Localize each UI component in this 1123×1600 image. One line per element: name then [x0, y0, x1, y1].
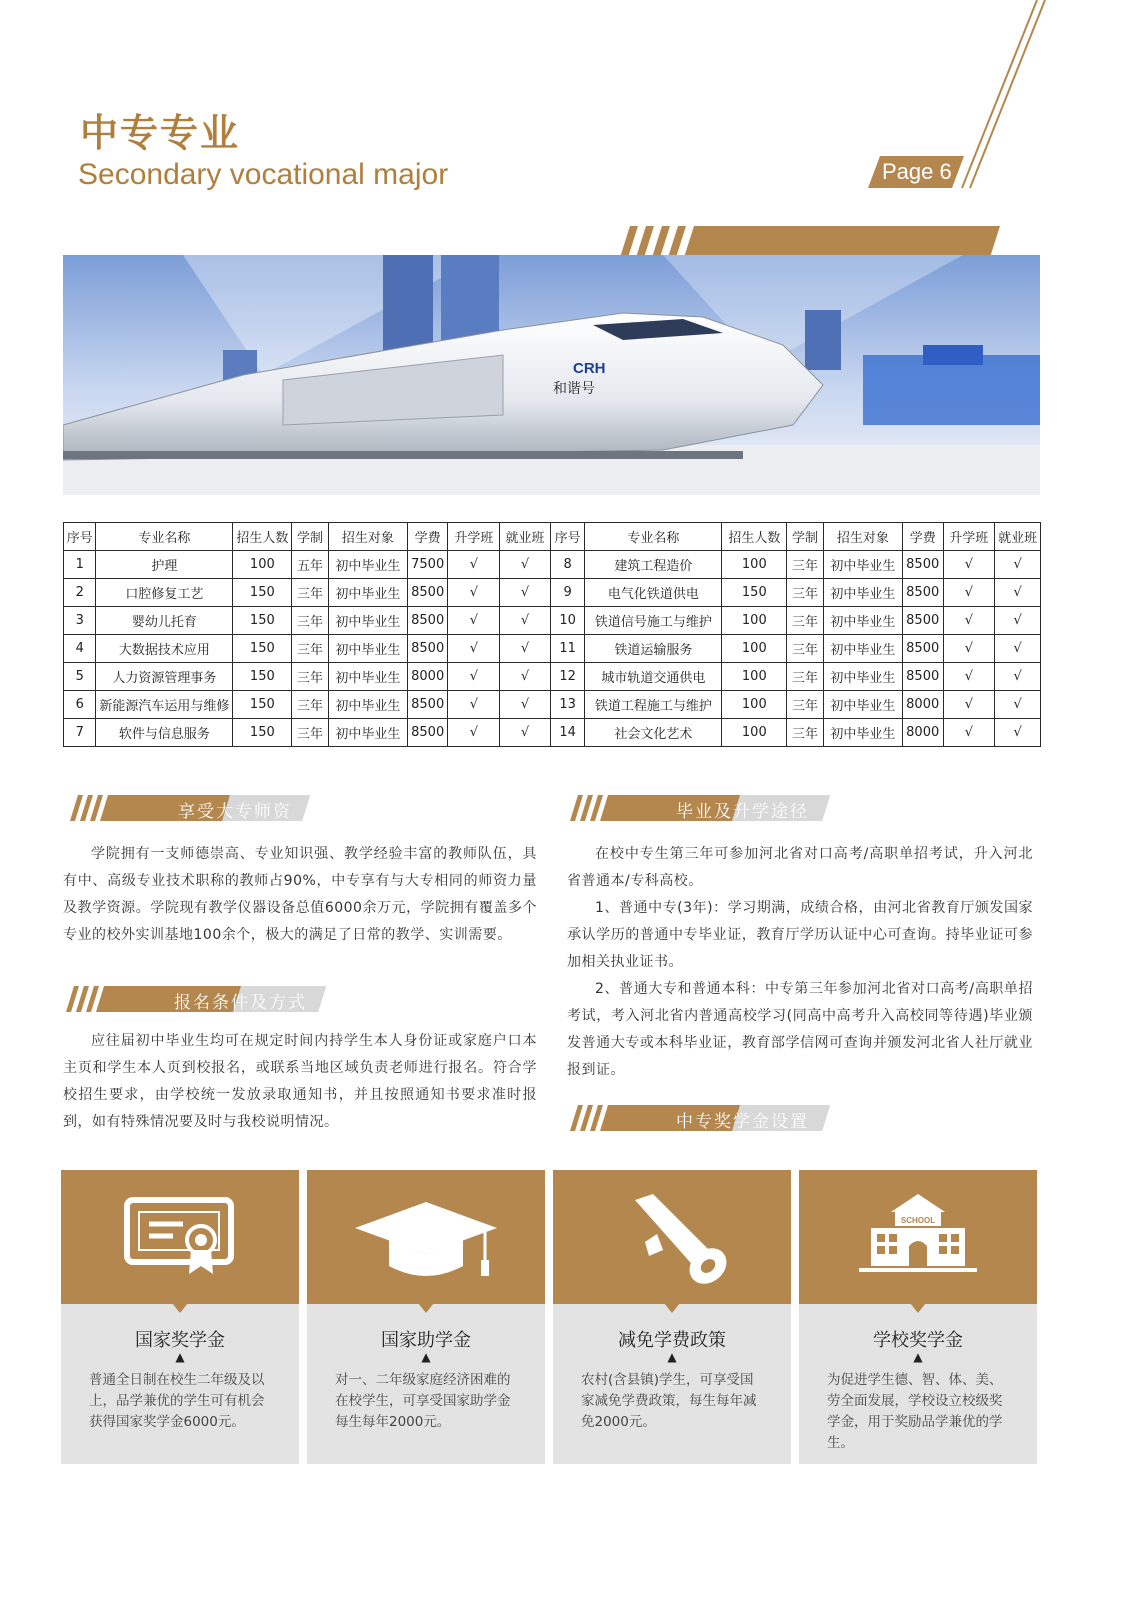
table-cell: 150: [233, 719, 292, 747]
up-arrow-icon: ▲: [913, 1350, 923, 1364]
page-title: 中专专业: [80, 111, 241, 155]
table-cell: √: [448, 635, 500, 663]
table-cell: 初中毕业生: [823, 551, 902, 579]
table-cell: √: [943, 663, 995, 691]
table-cell: 三年: [787, 719, 824, 747]
table-cell: 三年: [787, 691, 824, 719]
table-cell: 100: [722, 663, 787, 691]
col-header: 序号: [550, 523, 584, 551]
section-heading-enroll: [66, 986, 326, 1012]
col-header: 招生对象: [823, 523, 902, 551]
table-cell: 150: [722, 579, 787, 607]
card-description: 对一、二年级家庭经济困难的在校学生，可享受国家助学金每生每年2000元。: [335, 1372, 511, 1430]
table-cell: 三年: [292, 719, 329, 747]
col-header: 序号: [64, 523, 96, 551]
table-cell: 9: [550, 579, 584, 607]
table-row: [64, 635, 1041, 663]
table-cell: √: [995, 691, 1041, 719]
table-cell: 8000: [407, 663, 448, 691]
col-header: 学制: [787, 523, 824, 551]
table-cell: 100: [722, 607, 787, 635]
table-row: [64, 607, 1041, 635]
table-cell: 三年: [787, 551, 824, 579]
col-header: 升学班: [943, 523, 995, 551]
table-cell: 8000: [902, 719, 943, 747]
table-cell: 初中毕业生: [328, 551, 407, 579]
table-cell: 铁道运输服务: [585, 635, 722, 663]
table-cell: √: [448, 579, 500, 607]
table-cell: 人力资源管理事务: [96, 663, 233, 691]
table-cell: 8500: [902, 579, 943, 607]
col-header: 学费: [407, 523, 448, 551]
card-description: 农村(含县镇)学生，可享受国家减免学费政策，每生每年减免2000元。: [581, 1372, 757, 1430]
table-cell: 建筑工程造价: [585, 551, 722, 579]
table-cell: 100: [722, 719, 787, 747]
table-cell: 大数据技术应用: [96, 635, 233, 663]
table-cell: √: [500, 691, 551, 719]
table-cell: 1: [64, 551, 96, 579]
table-cell: √: [500, 607, 551, 635]
col-header: 招生人数: [722, 523, 787, 551]
table-cell: 7: [64, 719, 96, 747]
table-cell: 8500: [407, 579, 448, 607]
card-header: [307, 1170, 545, 1304]
table-cell: 150: [233, 579, 292, 607]
col-header: 招生对象: [328, 523, 407, 551]
table-cell: 电气化铁道供电: [585, 579, 722, 607]
table-cell: 初中毕业生: [328, 719, 407, 747]
table-cell: 13: [550, 691, 584, 719]
table-cell: √: [995, 579, 1041, 607]
table-cell: √: [943, 635, 995, 663]
table-cell: 10: [550, 607, 584, 635]
train-badge: CRH: [573, 360, 606, 377]
table-cell: √: [943, 719, 995, 747]
up-arrow-icon: ▲: [667, 1350, 677, 1364]
card-title: 学校奖学金: [873, 1330, 963, 1351]
graduation-cap-icon: [307, 1190, 545, 1290]
table-cell: 初中毕业生: [328, 635, 407, 663]
train-hero-image: [63, 255, 1040, 495]
teachers-paragraph: 学院拥有一支师德崇高、专业知识强、教学经验丰富的教师队伍，具有中、高级专业技术职称的教师占90%，中专享有与大专相同的师资力量及教学资源。学院现有教学仪器设备总值6000余万元，学院拥有覆盖多个专业的校外实训基地100余个，极大的满足了日常的教学、实训需要。: [63, 846, 537, 943]
section-title: 毕业及升学途径: [676, 802, 809, 822]
table-cell: 150: [233, 663, 292, 691]
table-cell: 初中毕业生: [328, 691, 407, 719]
card-notch: [664, 1303, 680, 1313]
table-cell: 铁道信号施工与维护: [585, 607, 722, 635]
table-cell: 三年: [292, 691, 329, 719]
page-subtitle: Secondary vocational major: [78, 158, 449, 191]
table-cell: 初中毕业生: [823, 663, 902, 691]
table-row: [64, 579, 1041, 607]
table-cell: √: [500, 719, 551, 747]
table-cell: 新能源汽车运用与维修: [96, 691, 233, 719]
table-cell: 150: [233, 691, 292, 719]
train-badge-sub: 和谐号: [553, 381, 595, 397]
section-heading-path: [570, 795, 830, 821]
table-cell: √: [500, 635, 551, 663]
enroll-paragraph: 应往届初中毕业生均可在规定时间内持学生本人身份证或家庭户口本主页和学生本人页到校报名，或联系当地区域负责老师进行报名。符合学校招生要求，由学校统一发放录取通知书，并且按照通知书要求准时报到，如有特殊情况要及时与我校说明情况。: [63, 1033, 537, 1130]
table-cell: 100: [233, 551, 292, 579]
table-cell: √: [995, 551, 1041, 579]
table-cell: 初中毕业生: [823, 579, 902, 607]
page-number-tag: [868, 156, 968, 188]
table-cell: 婴幼儿托育: [96, 607, 233, 635]
table-cell: √: [995, 663, 1041, 691]
table-cell: 150: [233, 635, 292, 663]
col-header: 学制: [292, 523, 329, 551]
table-cell: 5: [64, 663, 96, 691]
table-row: [64, 663, 1041, 691]
table-cell: 6: [64, 691, 96, 719]
table-cell: √: [943, 579, 995, 607]
up-arrow-icon: ▲: [421, 1350, 431, 1364]
table-cell: 三年: [787, 663, 824, 691]
table-cell: √: [943, 607, 995, 635]
table-cell: 初中毕业生: [823, 719, 902, 747]
table-cell: 150: [233, 607, 292, 635]
table-cell: 100: [722, 635, 787, 663]
table-cell: 初中毕业生: [823, 635, 902, 663]
table-cell: √: [448, 663, 500, 691]
table-cell: √: [995, 719, 1041, 747]
card-notch: [910, 1303, 926, 1313]
table-cell: √: [995, 635, 1041, 663]
table-cell: √: [943, 551, 995, 579]
table-cell: √: [448, 691, 500, 719]
table-cell: 口腔修复工艺: [96, 579, 233, 607]
section-heading-scholarship: [570, 1105, 830, 1131]
table-cell: 3: [64, 607, 96, 635]
card-title: 国家奖学金: [135, 1330, 225, 1351]
table-cell: 初中毕业生: [823, 607, 902, 635]
table-cell: 社会文化艺术: [585, 719, 722, 747]
table-cell: 三年: [292, 579, 329, 607]
col-header: 升学班: [448, 523, 500, 551]
table-cell: 8500: [902, 635, 943, 663]
table-cell: 8000: [902, 691, 943, 719]
scholarship-card: [307, 1170, 545, 1464]
path-paragraphs: 在校中专生第三年可参加河北省对口高考/高职单招考试，升入河北省普通本/专科高校。 1、普通中专(3年)：学习期满，成绩合格，由河北省教育厅颁发国家承认学历的普通中专毕业证，教育厅学历认证中心可查询。持毕业证可参加相关执业证书。 2、普通大专和普通本科：中专第三年参加河北省对口高考/高职单招考试，考入河北省内普通高校学习(同高中高考升入高校同等待遇)毕业颁发普通大专或本科毕业证，教育部学信网可查询并颁发河北省人社厅就业报到证。: [567, 846, 1033, 1078]
card-header: [61, 1170, 299, 1304]
table-cell: 11: [550, 635, 584, 663]
card-notch: [172, 1303, 188, 1313]
scholarship-card: [61, 1170, 299, 1464]
table-row: [64, 551, 1041, 579]
table-cell: 初中毕业生: [823, 691, 902, 719]
school-building-icon: [799, 1190, 1037, 1290]
card-title: 国家助学金: [381, 1330, 471, 1351]
table-cell: 12: [550, 663, 584, 691]
table-cell: 初中毕业生: [328, 607, 407, 635]
table-row: [64, 719, 1041, 747]
table-cell: 100: [722, 551, 787, 579]
table-cell: 城市轨道交通供电: [585, 663, 722, 691]
card-header: [553, 1170, 791, 1304]
table-cell: 三年: [292, 663, 329, 691]
table-row: [64, 691, 1041, 719]
scholarship-card: [553, 1170, 791, 1464]
table-cell: 4: [64, 635, 96, 663]
school-label: SCHOOL: [900, 1216, 936, 1225]
table-cell: 8500: [407, 691, 448, 719]
card-description: 为促进学生德、智、体、美、劳全面发展，学校设立校级奖学金，用于奖励品学兼优的学生。: [827, 1372, 1003, 1451]
table-cell: 8500: [407, 607, 448, 635]
table-cell: √: [448, 551, 500, 579]
table-cell: 三年: [292, 607, 329, 635]
table-cell: 软件与信息服务: [96, 719, 233, 747]
table-cell: √: [448, 719, 500, 747]
card-notch: [418, 1303, 434, 1313]
table-cell: 8500: [902, 607, 943, 635]
section-title: 享受大专师资: [178, 802, 292, 822]
card-description: 普通全日制在校生二年级及以上，品学兼优的学生可有机会获得国家奖学金6000元。: [89, 1372, 265, 1430]
table-cell: 三年: [787, 635, 824, 663]
col-header: 就业班: [500, 523, 551, 551]
table-cell: √: [500, 551, 551, 579]
table-cell: 初中毕业生: [328, 579, 407, 607]
table-cell: 铁道工程施工与维护: [585, 691, 722, 719]
table-cell: 8500: [902, 551, 943, 579]
col-header: 专业名称: [585, 523, 722, 551]
table-cell: 8500: [407, 635, 448, 663]
card-title: 减免学费政策: [618, 1330, 726, 1351]
table-cell: √: [500, 663, 551, 691]
table-cell: 初中毕业生: [328, 663, 407, 691]
table-cell: 7500: [407, 551, 448, 579]
col-header: 就业班: [995, 523, 1041, 551]
majors-table: [63, 522, 1041, 747]
table-cell: 护理: [96, 551, 233, 579]
certificate-icon: [61, 1190, 299, 1290]
card-header: [799, 1170, 1037, 1304]
table-cell: 2: [64, 579, 96, 607]
table-cell: √: [995, 607, 1041, 635]
section-heading-teachers: [70, 795, 310, 821]
table-cell: √: [448, 607, 500, 635]
page-number: Page 6: [882, 159, 952, 184]
up-arrow-icon: ▲: [175, 1350, 185, 1364]
table-cell: 三年: [787, 607, 824, 635]
col-header: 学费: [902, 523, 943, 551]
table-cell: 三年: [787, 579, 824, 607]
section-title: 中专奖学金设置: [676, 1112, 809, 1132]
table-cell: 8500: [407, 719, 448, 747]
table-cell: √: [943, 691, 995, 719]
col-header: 招生人数: [233, 523, 292, 551]
table-cell: 8500: [902, 663, 943, 691]
table-cell: 五年: [292, 551, 329, 579]
section-title: 报名条件及方式: [174, 993, 307, 1013]
table-header-row: [64, 523, 1041, 551]
col-header: 专业名称: [96, 523, 233, 551]
scholarship-card: [799, 1170, 1037, 1464]
table-cell: 14: [550, 719, 584, 747]
table-cell: 8: [550, 551, 584, 579]
table-cell: 三年: [292, 635, 329, 663]
table-cell: √: [500, 579, 551, 607]
diploma-scroll-icon: [553, 1190, 791, 1290]
table-cell: 100: [722, 691, 787, 719]
